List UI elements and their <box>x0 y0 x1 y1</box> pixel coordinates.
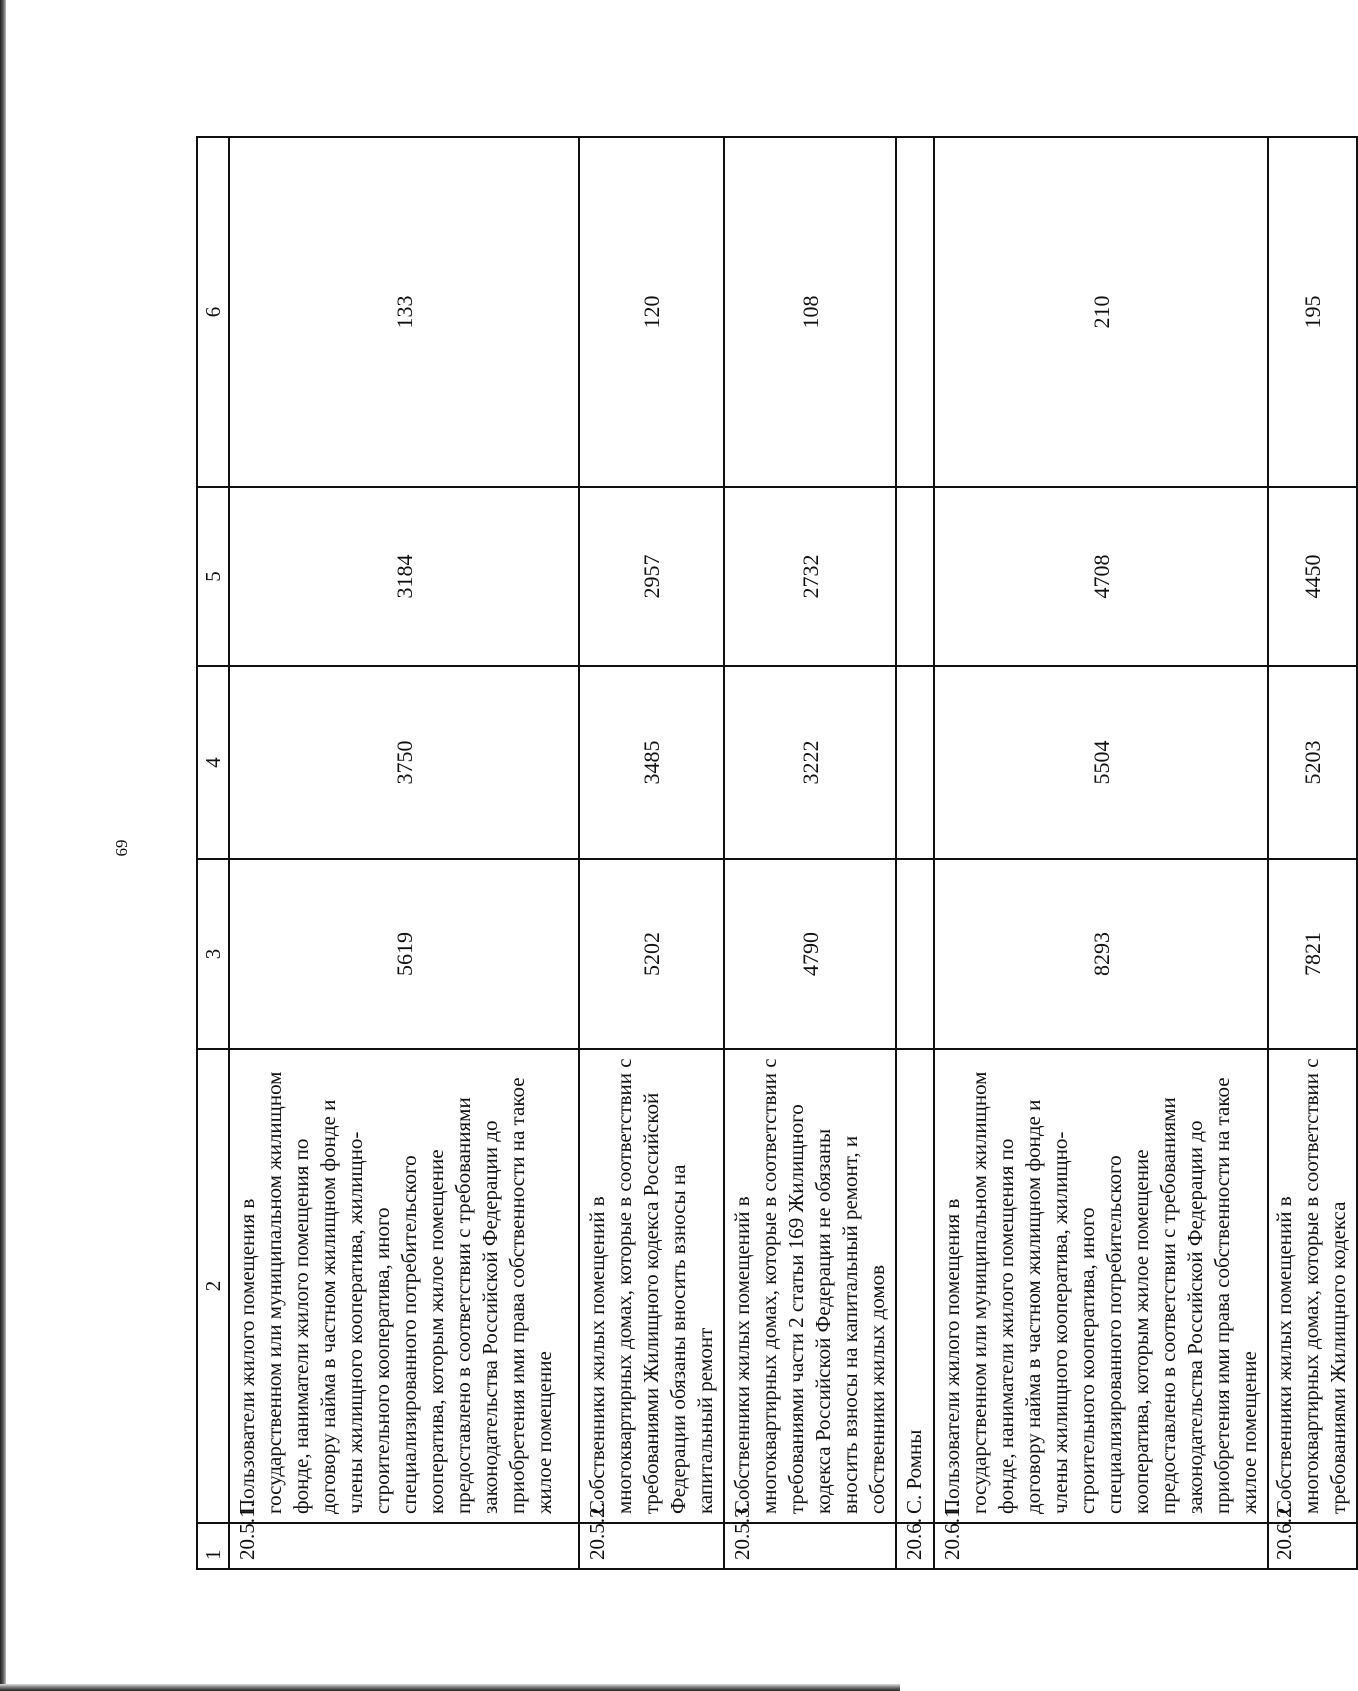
table-row <box>579 137 724 1569</box>
header-cell-3: 3 <box>197 859 229 1049</box>
tariff-table <box>196 136 1358 1570</box>
cell-value-col4: 5504 <box>934 666 1268 859</box>
table-row <box>934 137 1268 1569</box>
cell-row-number: 20.5.2. <box>579 1523 724 1569</box>
cell-value-col3: 5619 <box>229 859 579 1049</box>
header-cell-4: 4 <box>197 666 229 859</box>
cell-value-col6: 108 <box>724 137 896 487</box>
cell-value-col3: 4790 <box>724 859 896 1049</box>
cell-value-col4: 3222 <box>724 666 896 859</box>
page-number: 69 <box>112 839 131 857</box>
cell-description: Собственники жилых помещений в многоквартирных домах, которые в соответствии с требованиями части 2 статьи 169 Жилищного кодекса Российской Федерации не обязаны вносить взносы на капитальный ремонт, и собственники жилых домов <box>724 1049 896 1523</box>
cell-value-col5 <box>896 487 934 666</box>
table-row <box>229 137 579 1569</box>
cell-value-col4 <box>896 666 934 859</box>
cell-value-col5: 2732 <box>724 487 896 666</box>
rotated-page <box>196 138 1350 1570</box>
cell-value-col3 <box>896 859 934 1049</box>
cell-value-col5: 4450 <box>1268 487 1357 666</box>
cell-value-col3: 5202 <box>579 859 724 1049</box>
page-content <box>196 138 1350 1570</box>
header-cell-1: 1 <box>197 1523 229 1569</box>
cell-value-col4: 3485 <box>579 666 724 859</box>
cell-description: С. Ромны <box>896 1049 934 1523</box>
cell-value-col5: 3184 <box>229 487 579 666</box>
cell-description: Собственники жилых помещений в многоквартирных домах, которые в соответствии с требованиями Жилищного кодекса Российской Федерации обязаны вносить взносы на капитальный ремонт <box>579 1049 724 1523</box>
table-row <box>724 137 896 1569</box>
cell-row-number: 20.5.3. <box>724 1523 896 1569</box>
scan-edge-bottom <box>0 1684 900 1691</box>
table-header-row <box>197 137 229 1569</box>
cell-value-col3: 7821 <box>1268 859 1357 1049</box>
cell-row-number: 20.6.2. <box>1268 1523 1357 1569</box>
cell-description: Пользователи жилого помещения в государственном или муниципальном жилищном фонде, наниматели жилого помещения по договору найма в частном жилищном фонде и члены жилищного кооператива, жилищно-строительного кооператива, иного специализированного потребительского кооператива, которым жилое помещение предоставлено в соответствии с требованиями законодательства Российской Федерации до приобретения ими права собственности на такое жилое помещение <box>934 1049 1268 1523</box>
header-cell-5: 5 <box>197 487 229 666</box>
cell-value-col4: 5203 <box>1268 666 1357 859</box>
header-cell-6: 6 <box>197 137 229 487</box>
cell-value-col5: 4708 <box>934 487 1268 666</box>
cell-value-col6 <box>896 137 934 487</box>
cell-value-col4: 3750 <box>229 666 579 859</box>
cell-value-col6: 210 <box>934 137 1268 487</box>
cell-description: Пользователи жилого помещения в государственном или муниципальном жилищном фонде, наниматели жилого помещения по договору найма в частном жилищном фонде и члены жилищного кооператива, жилищно-строительного кооператива, иного специализированного потребительского кооператива, которым жилое помещение предоставлено в соответствии с требованиями законодательства Российской Федерации до приобретения ими права собственности на такое жилое помещение <box>229 1049 579 1523</box>
cell-value-col5: 2957 <box>579 487 724 666</box>
table-row <box>1268 137 1357 1569</box>
cell-value-col6: 133 <box>229 137 579 487</box>
cell-value-col3: 8293 <box>934 859 1268 1049</box>
cell-value-col6: 195 <box>1268 137 1357 487</box>
cell-value-col6: 120 <box>579 137 724 487</box>
cell-row-number: 20.6. <box>896 1523 934 1569</box>
table-row <box>896 137 934 1569</box>
header-cell-2: 2 <box>197 1049 229 1523</box>
cell-row-number: 20.5.1. <box>229 1523 579 1569</box>
scan-edge-left <box>0 0 6 1691</box>
cell-description: Собственники жилых помещений в многоквартирных домах, которые в соответствии с требованиями Жилищного кодекса <box>1268 1049 1357 1523</box>
cell-row-number: 20.6.1. <box>934 1523 1268 1569</box>
